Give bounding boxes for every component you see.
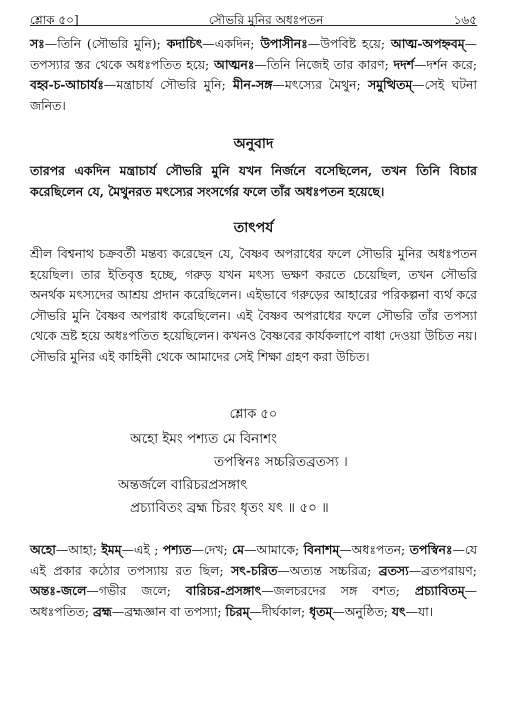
synonym-meaning: তিনি নিজেই তার কারণ; (266, 56, 394, 72)
verse-line-2: তপস্বিনঃ সচ্চরিতব্রতস্য । (214, 454, 348, 470)
synonym-word: তপস্বিনঃ (409, 542, 453, 557)
verse-line-1: অহো ইমং পশ্যত মে বিনাশং (130, 431, 277, 447)
synonym-dash: — (55, 542, 69, 557)
synonym-meaning: তিনি (সৌভরি মুনি); (57, 36, 167, 51)
synonym-dash: — (44, 36, 58, 51)
synonym-dash: — (332, 603, 345, 619)
synonym-dash: — (307, 36, 321, 51)
synonym-word: দদর্শ (393, 56, 414, 72)
synonym-dash: — (202, 36, 215, 51)
synonym-dash: — (103, 77, 117, 92)
synonym-word: অহো (30, 542, 56, 557)
synonym-dash: — (413, 56, 427, 72)
synonym-dash: — (272, 77, 285, 92)
synonym-word: উপাসীনঃ (260, 36, 308, 51)
synonym-meaning: ব্রহ্মজ্ঞান বা তপস্যা; (124, 603, 226, 619)
synonym-dash: — (111, 603, 125, 619)
verse-block (30, 428, 477, 520)
synonym-dash: — (244, 542, 257, 557)
synonym-meaning: অধঃপতন; (351, 542, 410, 557)
synonym-meaning: আমাকে; (256, 542, 304, 557)
synonym-word: মীন-সঙ্গ (233, 77, 273, 92)
synonym-dash: — (86, 583, 99, 598)
synonyms-bottom (30, 540, 477, 622)
synonym-meaning: গভীর জলে; (98, 583, 186, 598)
purport-text: শ্রীল বিশ্বনাথ চক্রবর্তী মন্তব্য করেছেন যে, বৈষ্ণব অপরাধের ফলে সৌভরি মুনির অধঃপতন হয়েছিল। তার ইতিবৃত্ত হচ্ছে, গরুড় যখন মৎস্য ভক্ষণ করতে চেয়েছিল, তখন সৌভরি অনর্থক মৎস্যদের আশ্রয় প্রদান করেছিলেন। এইভাবে গরুড়ের আহারের পরিকল্পনা ব্যর্থ করে সৌভরি মুনি বৈষ্ণব অপরাধ করেছিলেন। এই বৈষ্ণব অপরাধের ফলে সৌভরি তাঁর তপস্যা থেকে ভ্রষ্ট হয়ে অধঃপতিত হয়েছিলেন। কখনও বৈষ্ণবের কার্যকলাপে বাধা দেওয়া উচিত নয়। সৌভরি মুনির এই কাহিনী থেকে আমাদের সেই শিক্ষা গ্রহণ করা উচিত। (30, 246, 477, 364)
synonym-meaning: এই ; (133, 542, 163, 557)
purport-title: তাৎপর্য (233, 220, 274, 236)
synonym-meaning: জলচরদের সঙ্গ বশত; (273, 583, 415, 598)
synonym-word: বারিচর-প্রসঙ্গাৎ (185, 583, 262, 598)
synonym-word: সঃ (30, 36, 45, 51)
synonym-meaning: যা। (418, 603, 434, 619)
synonym-word: কদাচিৎ (166, 36, 203, 51)
synonym-dash: — (452, 542, 465, 557)
synonym-meaning: উপবিষ্ট হয়ে; (320, 36, 391, 51)
header-chapter-title: সৌভরি মুনির অধঃপতন (208, 13, 324, 27)
synonym-word: ব্রহ্ম (92, 603, 112, 619)
page-header (30, 0, 477, 26)
synonym-word: অন্তঃ-জলে (30, 583, 87, 598)
synonym-meaning: যে এই প্রকার কঠোর তপস্যায় রত ছিল; (30, 542, 478, 578)
verse-number: শ্লোক ৫০ (229, 407, 278, 422)
synonym-meaning: মন্ত্রাচার্য সৌভরি মুনি; (116, 77, 234, 92)
synonyms-top (30, 34, 477, 116)
synonym-meaning: সেই ঘটনা জনিত। (30, 77, 477, 113)
synonym-meaning: দেখ; (203, 542, 233, 557)
synonym-dash: — (277, 562, 290, 578)
synonym-dash: — (412, 77, 425, 92)
synonym-meaning: মৎস্যের মৈথুন; (284, 77, 368, 92)
synonym-word: মে (232, 542, 245, 557)
synonym-word: আত্ম-অপহ্নবম্ (390, 36, 465, 51)
synonym-dash: — (261, 583, 274, 598)
synonym-meaning: অনুষ্ঠিত; (344, 603, 392, 619)
synonym-word: প্রচ্যাবিতম্ (414, 583, 465, 598)
synonym-meaning: তপস্যার স্তর থেকে অধঃপতিত হয়ে; (30, 56, 214, 72)
translation-title: অনুবাদ (233, 136, 274, 152)
verse-line-4: প্রচ্যাবিতং ব্রহ্ম চিরং ধৃতং যৎ ॥ ৫০ ॥ (130, 500, 329, 516)
synonym-dash: — (249, 603, 262, 619)
synonym-meaning: দীর্ঘকাল; (261, 603, 310, 619)
synonym-meaning: অধঃপতিত; (30, 603, 93, 619)
synonym-word: ধৃতম্ (309, 603, 333, 619)
synonym-meaning: আহা; (68, 542, 102, 557)
synonym-word: ইমম্ (101, 542, 122, 557)
synonym-dash: — (464, 583, 477, 598)
translation-text: তারপর একদিন মন্ত্রাচার্য সৌভরি মুনি যখন নির্জনে বসেছিলেন, তখন তিনি বিচার করেছিলেন যে, মৈথুনরত মৎস্যের সংসর্গের ফলে তাঁর অধঃপতন হয়েছে। (30, 163, 477, 199)
synonym-word: সৎ-চরিত (231, 562, 278, 578)
synonym-dash: — (464, 36, 477, 51)
synonym-meaning: দর্শন করে; (426, 56, 477, 72)
synonym-word: পশ্যত (162, 542, 192, 557)
synonym-dash: — (121, 542, 134, 557)
synonym-dash: — (408, 562, 422, 578)
synonym-word: বিনাশম্ (303, 542, 340, 557)
header-page-number: ১৬৫ (453, 13, 477, 27)
synonym-dash: — (405, 603, 419, 619)
synonym-word: বহ্ব-চ-আচার্যঃ (30, 77, 104, 92)
synonym-dash: — (254, 56, 267, 72)
synonym-word: ব্রতস্য (378, 562, 409, 578)
synonym-word: যৎ (391, 603, 406, 619)
synonym-word: চিরম্ (225, 603, 250, 619)
synonym-meaning: একদিন; (214, 36, 261, 51)
header-verse-ref: শ্লোক ৫০] (30, 13, 79, 27)
synonym-dash: — (191, 542, 204, 557)
synonym-dash: — (339, 542, 352, 557)
verse-line-3: অন্তর্জলে বারিচরপ্রসঙ্গাৎ (118, 477, 248, 493)
synonym-meaning: ব্রতপরায়ণ; (421, 562, 477, 578)
synonym-meaning: অত্যন্ত সচ্চরিত্র; (289, 562, 379, 578)
synonym-word: আত্মনঃ (214, 56, 255, 72)
synonym-word: সমুত্থিতম্ (367, 77, 413, 92)
